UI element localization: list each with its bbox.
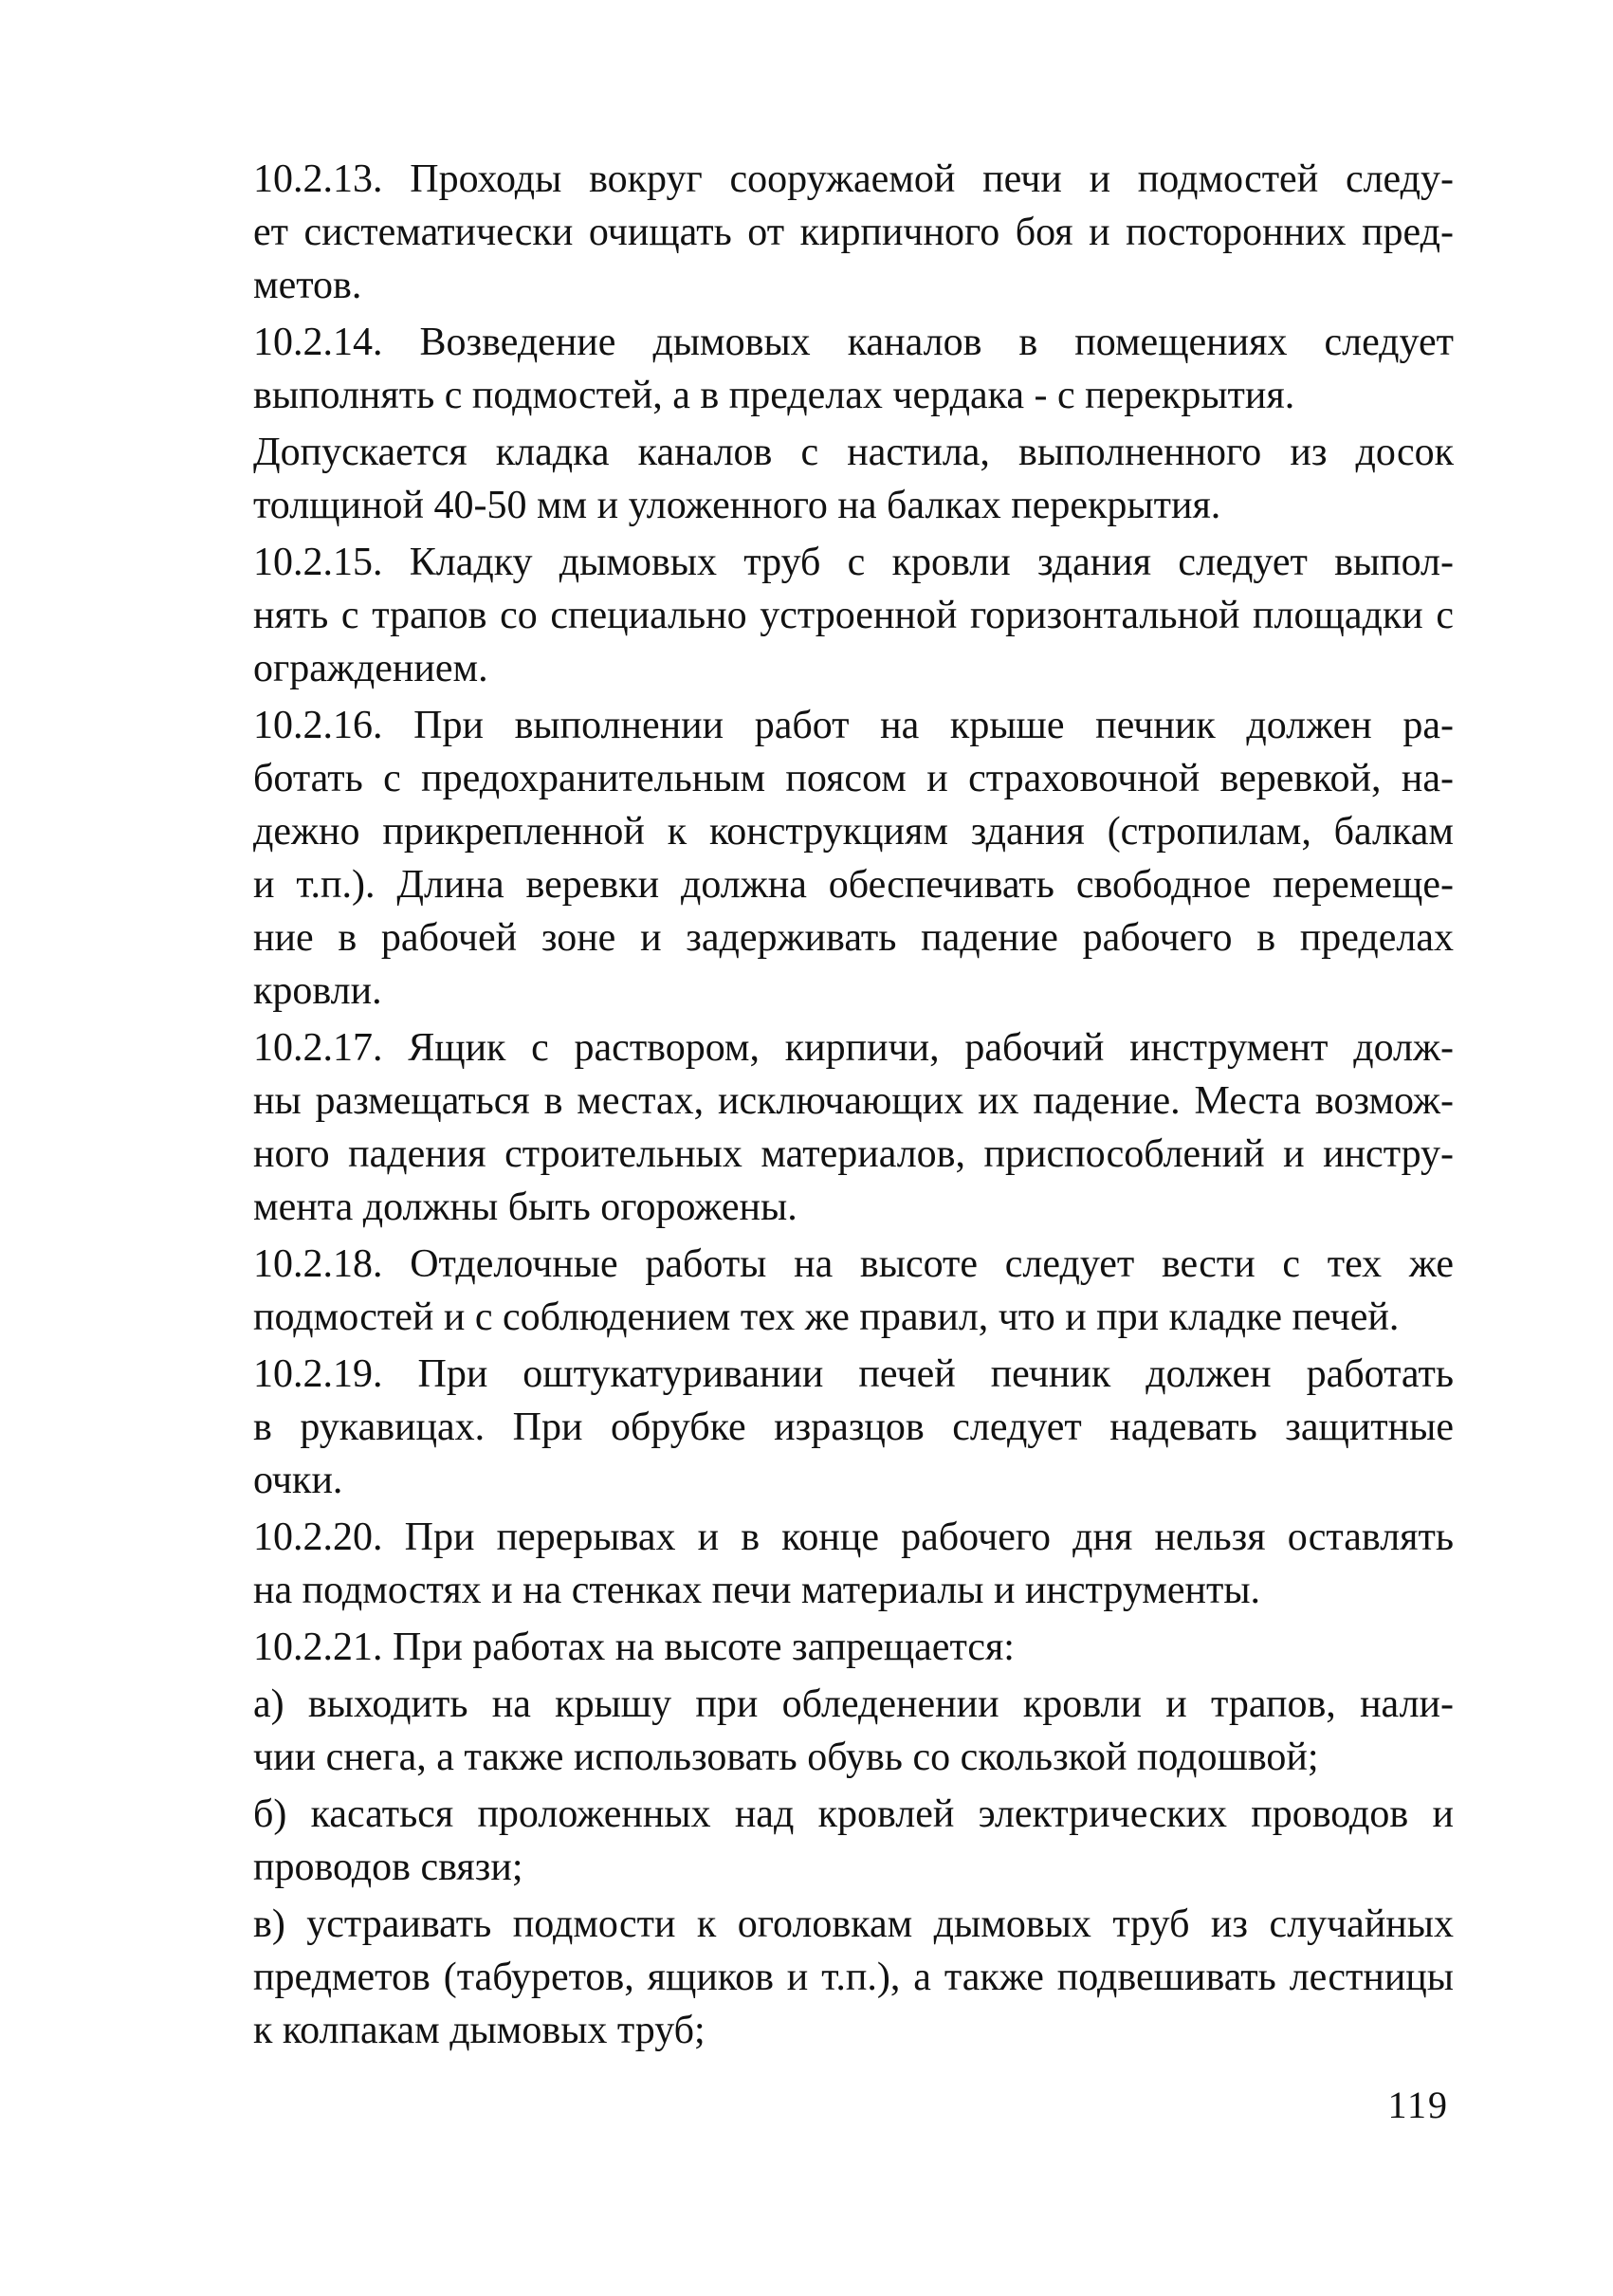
text-line: кровли. bbox=[253, 969, 382, 1013]
text-line: а) выходить на крышу при обледенении кровли и трапов, нали- bbox=[253, 1682, 1454, 1726]
text-line: Допускается кладка каналов с настила, выполненного из досок bbox=[253, 431, 1454, 474]
paragraph bbox=[174, 1788, 1454, 1894]
text-line: мента должны быть огорожены. bbox=[253, 1185, 797, 1229]
paragraph bbox=[174, 536, 1454, 695]
text-line: 10.2.20. При перерывах и в конце рабочего дня нельзя оставлять bbox=[253, 1515, 1454, 1559]
text-line: 10.2.15. Кладку дымовых труб с кровли здания следует выпол- bbox=[253, 541, 1454, 584]
text-line: подмостей и с соблюдением тех же правил, что и при кладке печей. bbox=[253, 1295, 1400, 1339]
text-line: 10.2.14. Возведение дымовых каналов в помещениях следует bbox=[253, 321, 1454, 364]
text-line: в рукавицах. При обрубке изразцов следует надевать защитные bbox=[253, 1405, 1454, 1449]
text-line: ны размещаться в местах, исключающих их падение. Места возмож- bbox=[253, 1079, 1454, 1123]
text-line: 10.2.13. Проходы вокруг сооружаемой печи и подмостей следу- bbox=[253, 157, 1454, 201]
text-line: метов. bbox=[253, 264, 362, 307]
paragraph bbox=[174, 153, 1454, 312]
text-line: проводов связи; bbox=[253, 1846, 523, 1889]
text-line: б) касаться проложенных над кровлей электрических проводов и bbox=[253, 1792, 1454, 1836]
paragraph bbox=[174, 1348, 1454, 1507]
text-line: выполнять с подмостей, а в пределах чердака - с перекрытия. bbox=[253, 374, 1295, 417]
text-line: в) устраивать подмости к оголовкам дымовых труб из случайных bbox=[253, 1902, 1454, 1946]
paragraph bbox=[174, 1621, 1454, 1674]
text-line: 10.2.16. При выполнении работ на крыше печник должен ра- bbox=[253, 704, 1454, 747]
paragraph bbox=[174, 699, 1454, 1018]
text-line: к колпакам дымовых труб; bbox=[253, 2009, 706, 2052]
text-line: ботать с предохранительным поясом и страховочной веревкой, на- bbox=[253, 757, 1454, 800]
paragraph bbox=[174, 1238, 1454, 1344]
text-line: 10.2.21. При работах на высоте запрещается: bbox=[253, 1626, 1015, 1669]
paragraph bbox=[174, 1898, 1454, 2057]
text-line: 10.2.19. При оштукатуривании печей печник должен работать bbox=[253, 1352, 1454, 1396]
page-number: 119 bbox=[1387, 2084, 1449, 2126]
text-line: ного падения строительных материалов, приспособлений и инстру- bbox=[253, 1132, 1454, 1176]
text-line: чии снега, а также использовать обувь со скользкой подошвой; bbox=[253, 1736, 1319, 1779]
paragraph bbox=[174, 426, 1454, 532]
text-line: толщиной 40-50 мм и уложенного на балках перекрытия. bbox=[253, 484, 1221, 527]
text-line: ет систематически очищать от кирпичного боя и посторонних пред- bbox=[253, 211, 1454, 254]
text-line: очки. bbox=[253, 1459, 343, 1502]
paragraph bbox=[174, 316, 1454, 422]
paragraph bbox=[174, 1678, 1454, 1784]
text-line: и т.п.). Длина веревки должна обеспечивать свободное перемеще- bbox=[253, 863, 1454, 907]
text-line: предметов (табуретов, ящиков и т.п.), а также подвешивать лестницы bbox=[253, 1956, 1454, 1999]
text-line: ограждением. bbox=[253, 647, 488, 690]
text-line: дежно прикрепленной к конструкциям здания (стропилам, балкам bbox=[253, 810, 1454, 854]
body-text bbox=[174, 153, 1454, 2061]
text-line: ние в рабочей зоне и задерживать падение рабочего в пределах bbox=[253, 916, 1454, 960]
text-line: 10.2.17. Ящик с раствором, кирпичи, рабочий инструмент долж- bbox=[253, 1026, 1454, 1070]
paragraph bbox=[174, 1511, 1454, 1617]
text-line: 10.2.18. Отделочные работы на высоте следует вести с тех же bbox=[253, 1242, 1454, 1286]
paragraph bbox=[174, 1021, 1454, 1234]
text-line: нять с трапов со специально устроенной горизонтальной площадки с bbox=[253, 594, 1454, 637]
text-line: на подмостях и на стенках печи материалы и инструменты. bbox=[253, 1569, 1261, 1612]
